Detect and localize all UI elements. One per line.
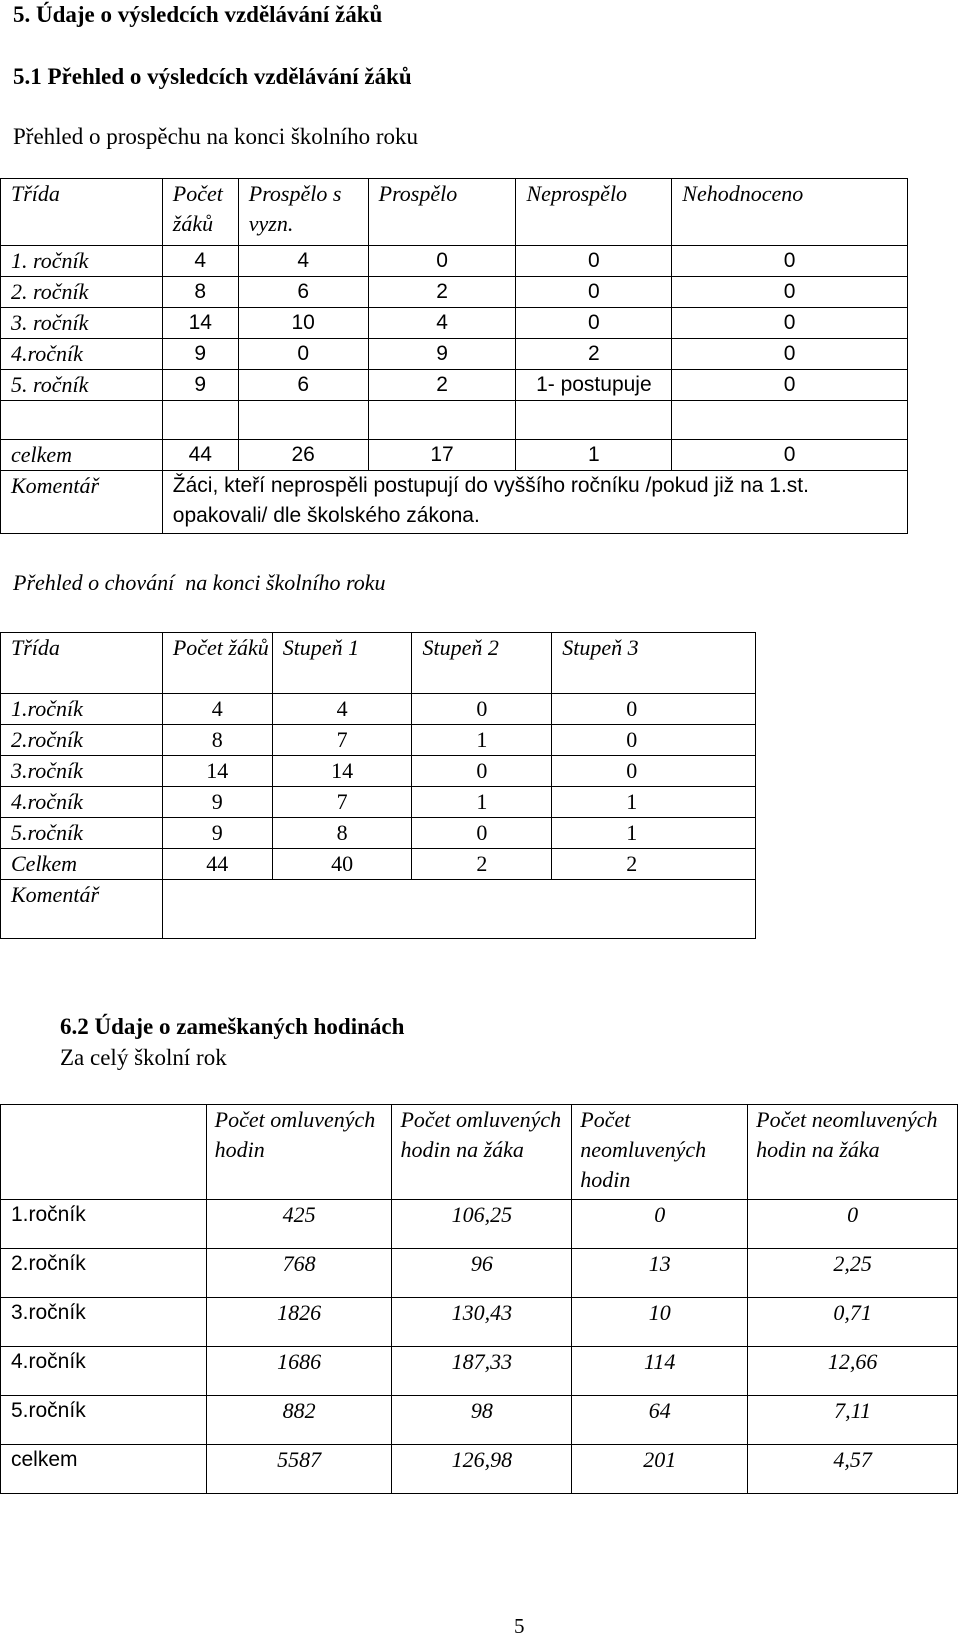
cell: 1 bbox=[412, 725, 552, 756]
table-header-row bbox=[1, 1105, 958, 1200]
cell: 1 bbox=[516, 440, 672, 471]
row-label: 2.ročník bbox=[1, 725, 163, 756]
row-label: 1. ročník bbox=[1, 246, 163, 277]
table-header-row bbox=[1, 633, 756, 694]
header-cell: Prospělo s vyzn. bbox=[238, 179, 368, 246]
results-subheading: Přehled o prospěchu na konci školního roku bbox=[13, 124, 418, 149]
cell: 114 bbox=[572, 1347, 748, 1396]
row-label: 2.ročník bbox=[1, 1249, 207, 1298]
header-cell: Neprospělo bbox=[516, 179, 672, 246]
cell: 4,57 bbox=[748, 1445, 958, 1494]
cell: 1- postupuje bbox=[516, 370, 672, 401]
comment-row bbox=[1, 471, 908, 534]
row-label: celkem bbox=[1, 440, 163, 471]
header-cell: Počet žáků bbox=[162, 179, 238, 246]
table-row bbox=[1, 1200, 958, 1249]
cell: 1 bbox=[552, 818, 756, 849]
cell: 8 bbox=[272, 818, 412, 849]
header-cell: Počet žáků bbox=[162, 633, 272, 694]
page-number: 5 bbox=[514, 1614, 525, 1638]
cell: 0 bbox=[672, 370, 908, 401]
cell: 2,25 bbox=[748, 1249, 958, 1298]
comment-text bbox=[162, 880, 755, 939]
cell: 10 bbox=[572, 1298, 748, 1347]
total-row bbox=[1, 1445, 958, 1494]
cell: 6 bbox=[238, 277, 368, 308]
cell: 13 bbox=[572, 1249, 748, 1298]
cell: 2 bbox=[412, 849, 552, 880]
cell: 0 bbox=[516, 277, 672, 308]
behavior-subheading: Přehled o chování na konci školního roku bbox=[13, 570, 386, 595]
cell: 0 bbox=[412, 694, 552, 725]
cell: 1826 bbox=[206, 1298, 392, 1347]
section-heading-5-1: 5.1 Přehled o výsledcích vzdělávání žáků bbox=[13, 64, 412, 89]
row-label: 4.ročník bbox=[1, 787, 163, 818]
table-row bbox=[1, 246, 908, 277]
cell: 9 bbox=[162, 787, 272, 818]
cell: 0 bbox=[572, 1200, 748, 1249]
table-row bbox=[1, 1298, 958, 1347]
cell: 0,71 bbox=[748, 1298, 958, 1347]
cell: 0 bbox=[672, 277, 908, 308]
cell: 8 bbox=[162, 725, 272, 756]
table-row bbox=[1, 1396, 958, 1445]
cell: 882 bbox=[206, 1396, 392, 1445]
cell: 106,25 bbox=[392, 1200, 572, 1249]
cell: 0 bbox=[552, 694, 756, 725]
results-table bbox=[0, 178, 908, 534]
cell: 2 bbox=[516, 339, 672, 370]
row-label: 5. ročník bbox=[1, 370, 163, 401]
absences-table bbox=[0, 1104, 958, 1494]
header-cell: Stupeň 1 bbox=[272, 633, 412, 694]
table-header-row bbox=[1, 179, 908, 246]
header-cell: Počet neomluvených hodin na žáka bbox=[748, 1105, 958, 1200]
cell: 14 bbox=[272, 756, 412, 787]
table-row bbox=[1, 787, 756, 818]
cell: 1686 bbox=[206, 1347, 392, 1396]
cell: 10 bbox=[238, 308, 368, 339]
cell: 7 bbox=[272, 787, 412, 818]
header-cell: Počet omluvených hodin na žáka bbox=[392, 1105, 572, 1200]
cell: 9 bbox=[162, 339, 238, 370]
cell: 64 bbox=[572, 1396, 748, 1445]
cell: 0 bbox=[516, 246, 672, 277]
row-label: 1.ročník bbox=[1, 694, 163, 725]
cell: 0 bbox=[672, 440, 908, 471]
cell: 9 bbox=[368, 339, 516, 370]
table-row bbox=[1, 694, 756, 725]
cell: 9 bbox=[162, 370, 238, 401]
row-label: 4.ročník bbox=[1, 339, 163, 370]
row-label: Celkem bbox=[1, 849, 163, 880]
row-label: celkem bbox=[1, 1445, 207, 1494]
cell: 7,11 bbox=[748, 1396, 958, 1445]
table-row bbox=[1, 725, 756, 756]
row-label: 5.ročník bbox=[1, 818, 163, 849]
comment-label: Komentář bbox=[1, 880, 163, 939]
header-cell: Stupeň 2 bbox=[412, 633, 552, 694]
absences-subheading: Za celý školní rok bbox=[60, 1045, 227, 1070]
cell: 4 bbox=[368, 308, 516, 339]
cell: 2 bbox=[552, 849, 756, 880]
cell: 130,43 bbox=[392, 1298, 572, 1347]
cell: 12,66 bbox=[748, 1347, 958, 1396]
table-row bbox=[1, 308, 908, 339]
row-label: 1.ročník bbox=[1, 1200, 207, 1249]
cell: 0 bbox=[748, 1200, 958, 1249]
cell: 98 bbox=[392, 1396, 572, 1445]
cell: 44 bbox=[162, 440, 238, 471]
cell: 4 bbox=[272, 694, 412, 725]
section-heading-5: 5. Údaje o výsledcích vzdělávání žáků bbox=[13, 2, 383, 27]
header-cell: Třída bbox=[1, 179, 163, 246]
cell: 9 bbox=[162, 818, 272, 849]
cell: 14 bbox=[162, 308, 238, 339]
row-label: 3.ročník bbox=[1, 756, 163, 787]
total-row bbox=[1, 849, 756, 880]
cell: 2 bbox=[368, 370, 516, 401]
table-row bbox=[1, 756, 756, 787]
cell: 0 bbox=[552, 725, 756, 756]
row-label: 3. ročník bbox=[1, 308, 163, 339]
cell: 5587 bbox=[206, 1445, 392, 1494]
table-row bbox=[1, 339, 908, 370]
cell: 425 bbox=[206, 1200, 392, 1249]
cell: 44 bbox=[162, 849, 272, 880]
cell: 201 bbox=[572, 1445, 748, 1494]
table-row bbox=[1, 1249, 958, 1298]
section-heading-6-2: 6.2 Údaje o zameškaných hodinách bbox=[60, 1014, 405, 1039]
cell: 4 bbox=[162, 246, 238, 277]
header-cell: Prospělo bbox=[368, 179, 516, 246]
cell: 768 bbox=[206, 1249, 392, 1298]
cell: 6 bbox=[238, 370, 368, 401]
row-label: 5.ročník bbox=[1, 1396, 207, 1445]
cell: 0 bbox=[552, 756, 756, 787]
cell: 187,33 bbox=[392, 1347, 572, 1396]
cell: 96 bbox=[392, 1249, 572, 1298]
spacer-row bbox=[1, 401, 908, 440]
cell: 0 bbox=[672, 339, 908, 370]
cell: 26 bbox=[238, 440, 368, 471]
row-label: 2. ročník bbox=[1, 277, 163, 308]
cell: 4 bbox=[238, 246, 368, 277]
total-row bbox=[1, 440, 908, 471]
cell: 0 bbox=[516, 308, 672, 339]
header-cell: Třída bbox=[1, 633, 163, 694]
header-cell: Stupeň 3 bbox=[552, 633, 756, 694]
table-row bbox=[1, 1347, 958, 1396]
cell: 0 bbox=[238, 339, 368, 370]
cell: 2 bbox=[368, 277, 516, 308]
row-label: 3.ročník bbox=[1, 1298, 207, 1347]
table-row bbox=[1, 818, 756, 849]
cell: 8 bbox=[162, 277, 238, 308]
header-cell bbox=[1, 1105, 207, 1200]
comment-text: Žáci, kteří neprospěli postupují do vyššího ročníku /pokud již na 1.st. opakovali/ dle školského zákona. bbox=[162, 471, 907, 534]
comment-row bbox=[1, 880, 756, 939]
cell: 0 bbox=[412, 818, 552, 849]
cell: 14 bbox=[162, 756, 272, 787]
row-label: 4.ročník bbox=[1, 1347, 207, 1396]
cell: 7 bbox=[272, 725, 412, 756]
cell: 0 bbox=[368, 246, 516, 277]
header-cell: Nehodnoceno bbox=[672, 179, 908, 246]
cell: 0 bbox=[672, 308, 908, 339]
table-row bbox=[1, 370, 908, 401]
behavior-table bbox=[0, 632, 756, 939]
header-cell: Počet neomluvených hodin bbox=[572, 1105, 748, 1200]
cell: 4 bbox=[162, 694, 272, 725]
header-cell: Počet omluvených hodin bbox=[206, 1105, 392, 1200]
table-row bbox=[1, 277, 908, 308]
cell: 0 bbox=[412, 756, 552, 787]
comment-label: Komentář bbox=[1, 471, 163, 534]
cell: 1 bbox=[412, 787, 552, 818]
cell: 40 bbox=[272, 849, 412, 880]
cell: 17 bbox=[368, 440, 516, 471]
cell: 126,98 bbox=[392, 1445, 572, 1494]
cell: 1 bbox=[552, 787, 756, 818]
cell: 0 bbox=[672, 246, 908, 277]
